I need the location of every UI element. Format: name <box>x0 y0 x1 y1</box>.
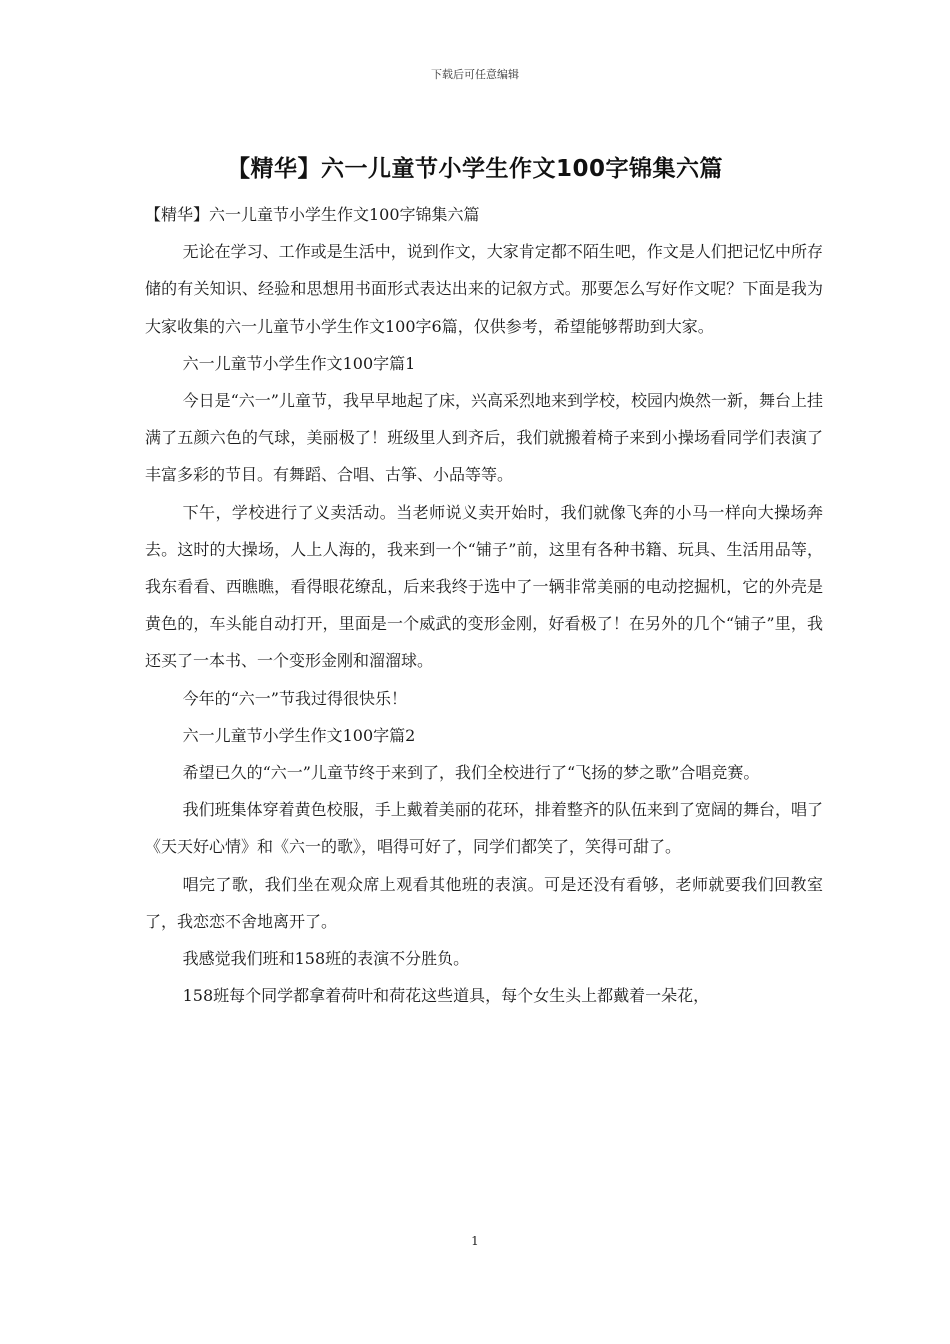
section-heading-2: 六一儿童节小学生作文100字篇2 <box>182 725 416 745</box>
body-paragraph: 我们班集体穿着黄色校服，手上戴着美丽的花环，排着整齐的队伍来到了宽阔的舞台，唱了《天天好心情》和《六一的歌》，唱得可好了，同学们都笑了，笑得可甜了。 <box>145 800 823 857</box>
section-heading-1: 六一儿童节小学生作文100字篇1 <box>182 353 416 373</box>
body-paragraph: 希望已久的“六一”儿童节终于来到了，我们全校进行了“飞扬的梦之歌”合唱竞赛。 <box>182 763 760 783</box>
body-paragraph: 唱完了歌，我们坐在观众席上观看其他班的表演。可是还没有看够，老师就要我们回教室了，我恋恋不舍地离开了。 <box>145 874 823 931</box>
body-paragraph: 今年的“六一”节我过得很快乐！ <box>182 688 407 708</box>
body-paragraph: 今日是“六一”儿童节，我早早地起了床，兴高采烈地来到学校，校园内焕然一新，舞台上挂满了五颜六色的气球，美丽极了！班级里人到齐后，我们就搬着椅子来到小操场看同学们表演了丰富多彩的节目。有舞蹈、合唱、古筝、小品等等。 <box>145 391 823 485</box>
body-paragraph: 我感觉我们班和158班的表演不分胜负。 <box>182 949 470 969</box>
page-number: 1 <box>471 1234 479 1248</box>
document-title: 【精华】六一儿童节小学生作文100字锦集六篇 <box>226 156 723 182</box>
intro-paragraph: 无论在学习、工作或是生活中，说到作文，大家肯定都不陌生吧，作文是人们把记忆中所存储的有关知识、经验和思想用书面形式表达出来的记叙方式。那要怎么写好作文呢？下面是我为大家收集的六一儿童节小学生作文100字6篇，仅供参考，希望能够帮助到大家。 <box>145 242 823 336</box>
header-note: 下载后可任意编辑 <box>431 68 519 81</box>
body-paragraph: 158班每个同学都拿着荷叶和荷花这些道具，每个女生头上都戴着一朵花， <box>182 986 710 1006</box>
subtitle-paragraph: 【精华】六一儿童节小学生作文100字锦集六篇 <box>145 205 480 224</box>
body-paragraph: 下午，学校进行了义卖活动。当老师说义卖开始时，我们就像飞奔的小马一样向大操场奔去。这时的大操场，人上人海的，我来到一个“铺子”前，这里有各种书籍、玩具、生活用品等，我东看看、西瞧瞧，看得眼花缭乱，后来我终于选中了一辆非常美丽的电动挖掘机，它的外壳是黄色的，车头能自动打开，里面是一个威武的变形金刚，好看极了！在另外的几个“铺子”里，我还买了一本书、一个变形金刚和溜溜球。 <box>145 502 823 671</box>
document-body <box>145 196 823 1014</box>
